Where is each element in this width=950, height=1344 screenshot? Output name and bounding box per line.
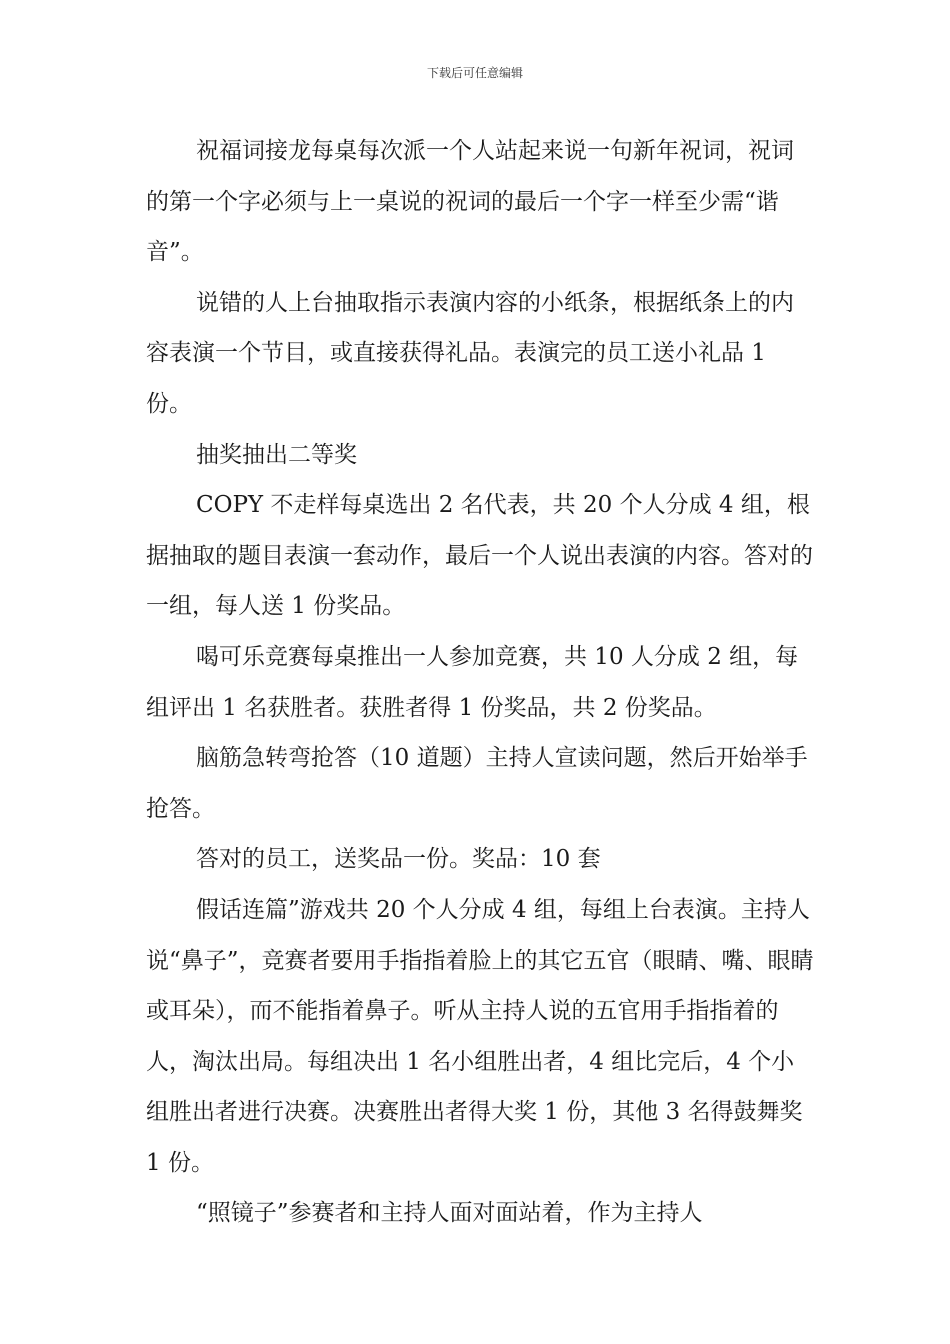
paragraph-wrong-answer-penalty: 说错的人上台抽取指示表演内容的小纸条，根据纸条上的内容表演一个节目，或直接获得礼品。表演完的员工送小礼品 1 份。 [146,289,794,417]
paragraph-blessing-relay: 祝福词接龙每桌每次派一个人站起来说一句新年祝词，祝词的第一个字必须与上一桌说的祝词的最后一个字一样至少需“谐音”。 [146,138,794,266]
paragraph-cola-contest: 喝可乐竞赛每桌推出一人参加竞赛，共 10 人分成 2 组，每组评出 1 名获胜者。获胜者得 1 份奖品，共 2 份奖品。 [146,643,799,721]
paragraph-copy-game: COPY 不走样每桌选出 2 名代表，共 20 个人分成 4 组，根据抽取的题目表演一套动作，最后一个人说出表演的内容。答对的一组，每人送 1 份奖品。 [146,492,813,620]
paragraph-false-words-game: 假话连篇”游戏共 20 个人分成 4 组，每组上台表演。主持人说“鼻子”，竞赛者要用手指指着脸上的其它五官（眼睛、嘴、眼睛或耳朵），而不能指着鼻子。听从主持人说的五官用手指指着的人，淘汰出局。每组决出 1 名小组胜出者，4 组比完后，4 个小组胜出者进行决赛。决赛胜出者得大奖 1 份，其他 3 名得鼓舞奖 1 份。 [146,896,814,1176]
paragraph-second-prize-draw: 抽奖抽出二等奖 [196,441,357,468]
paragraph-brain-teaser-prize: 答对的员工，送奖品一份。奖品：10 套 [196,846,601,873]
page-header: 下载后可任意编辑 [426,66,523,80]
paragraph-brain-teaser: 脑筋急转弯抢答（10 道题）主持人宣读问题，然后开始举手抢答。 [146,745,808,822]
document-body [146,126,814,1239]
paragraph-mirror-game: “照镜子”参赛者和主持人面对面站着，作为主持人 [196,1200,703,1227]
